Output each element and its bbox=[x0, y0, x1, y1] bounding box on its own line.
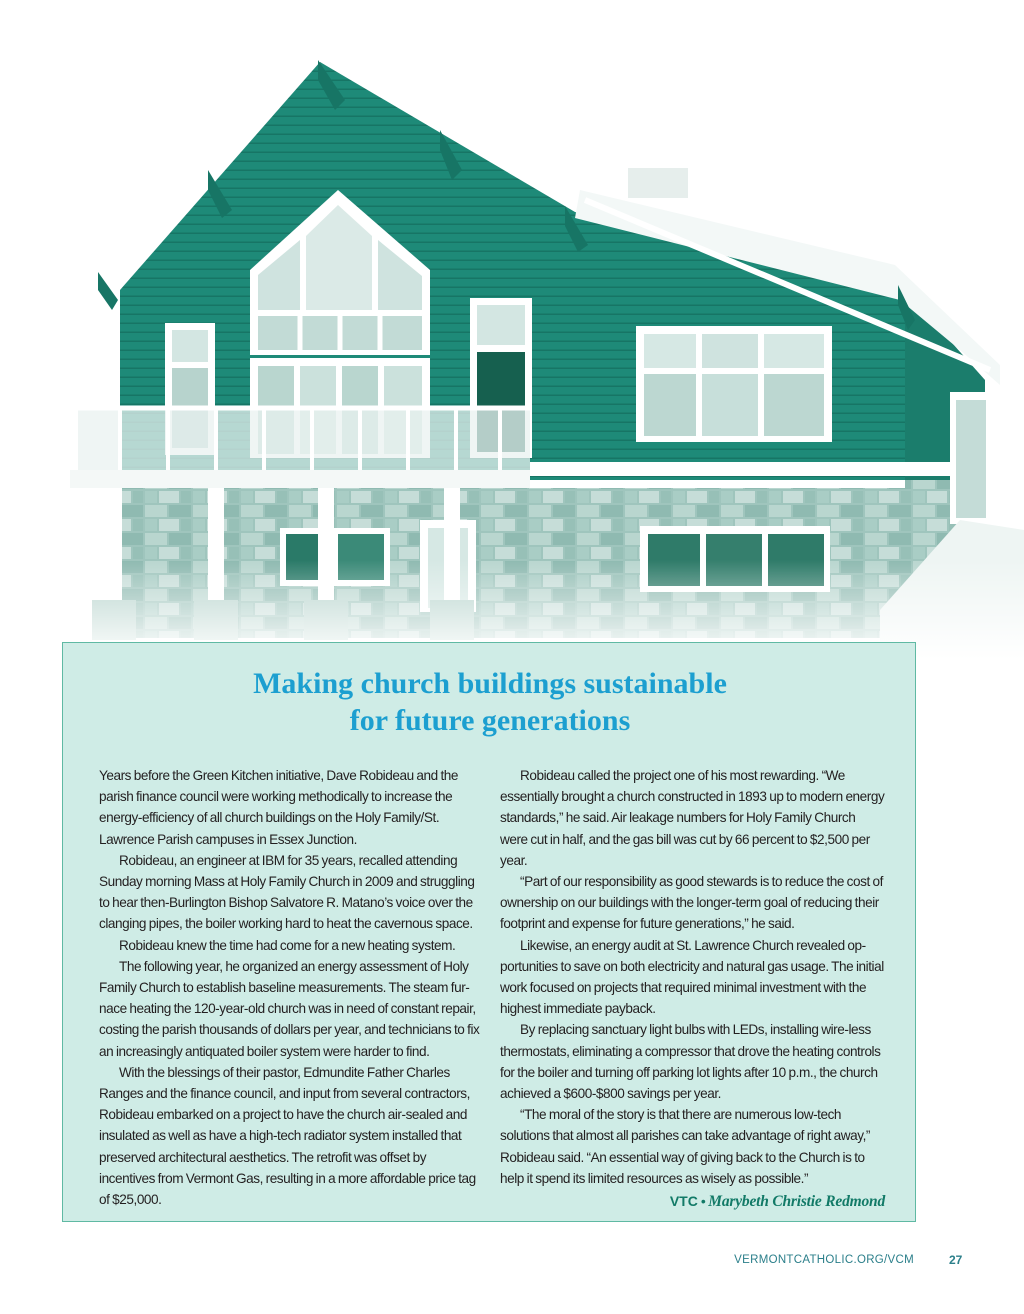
paragraph: Robideau, an engineer at IBM for 35 years, recalled attending Sunday morning Mass at Holy Family Church in 2009 and struggling to hear then-Burlington Bishop Salvatore R. Matano’s voice over the clanging pipes, the boiler working hard to heat the cavernous space. bbox=[99, 852, 475, 932]
paragraph: By replacing sanctuary light bulbs with LEDs, installing wire-less thermostats, eliminating a compressor that drove the heating controls for the boiler and turning off parking lot lights after 10 p.m., the church achieved a $600-$800 savings per year. bbox=[500, 1022, 881, 1102]
paragraph: “Part of our responsibility as good stewards is to reduce the cost of ownership on our buildings with the longer-term goal of reducing their footprint and expense for future generations,” he said. bbox=[500, 874, 883, 932]
article-column-right bbox=[500, 765, 885, 1212]
paragraph: The following year, he organized an energy assessment of Holy Family Church to establish baseline measurements. The steam fur-nace heating the 120-year-old church was in need of constant repair, costing the parish thousands of dollars per year, and technicians to fix an increasingly antiquated boiler system were harder to find. bbox=[99, 958, 480, 1059]
headline-line-1: Making church buildings sustainable bbox=[253, 667, 727, 700]
paragraph: Likewise, an energy audit at St. Lawrence Church revealed op-portunities to save on both electricity and natural gas usage. The initial work focused on projects that required minimal investment with the highest immediate payback. bbox=[500, 937, 884, 1017]
byline bbox=[500, 1191, 885, 1212]
headline-line-2: for future generations bbox=[349, 704, 631, 737]
paragraph: Years before the Green Kitchen initiative, Dave Robideau and the parish finance council were working methodically to increase the energy-efficiency of all church buildings on the Holy Family/St. Lawrence Parish campuses in Essex Junction. bbox=[99, 768, 459, 847]
byline-author: Marybeth Christie Redmond bbox=[708, 1193, 885, 1211]
page-number: 27 bbox=[949, 1253, 963, 1267]
article-column-left bbox=[99, 765, 481, 1210]
paragraph: Robideau called the project one of his most rewarding. “We essentially brought a church constructed in 1893 up to modern energy standards,” he said. Air leakage numbers for Holy Family Church were cut in half, and the gas bill was cut by 66 percent to $2,500 per year. bbox=[500, 768, 885, 868]
paragraph: With the blessings of their pastor, Edmundite Father Charles Ranges and the finance council, and input from several contractors, Robideau embarked on a project to have the church air-sealed and insulated as well as have a high-tech radiator system installed that preserved architectural aesthetics. The retrofit was offset by incentives from Vermont Gas, resulting in a more affordable price tag of $25,000. bbox=[99, 1064, 476, 1208]
article-box bbox=[62, 642, 916, 1222]
article-headline bbox=[63, 665, 917, 739]
paragraph: Robideau knew the time had come for a new heating system. bbox=[119, 937, 456, 953]
byline-separator: • bbox=[700, 1193, 706, 1210]
paragraph: “The moral of the story is that there are numerous low-tech solutions that almost all parishes can take advantage of right away,” Robideau said. “An essential way of giving back to the Church is to help it spend its limited resources as wisely as possible.” bbox=[500, 1107, 870, 1186]
footer-url: VERMONTCATHOLIC.ORG/VCM bbox=[734, 1254, 914, 1266]
byline-source: VTC bbox=[669, 1193, 698, 1210]
